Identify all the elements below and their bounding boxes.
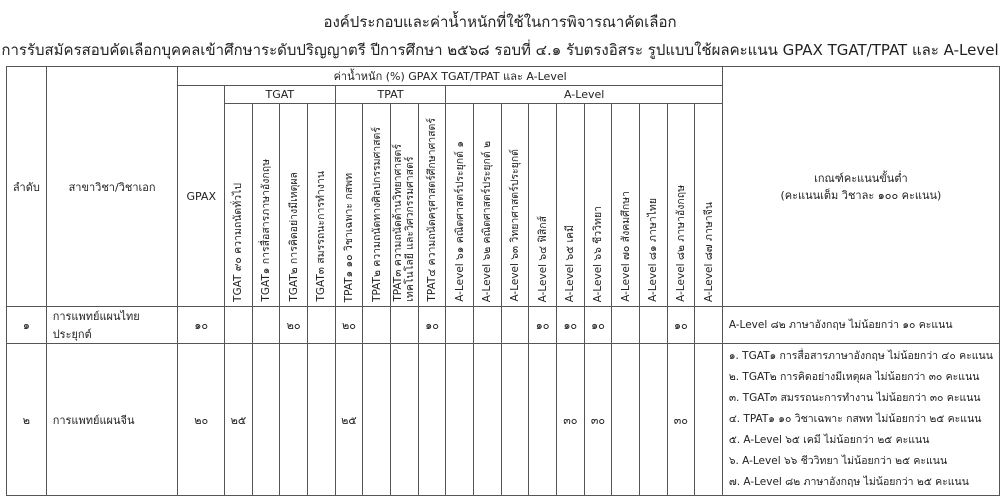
criteria-item: ๖. A-Level ๖๖ ชีววิทยา ไม่น้อยกว่า ๒๕ คะแนน <box>728 455 948 467</box>
weight-cell <box>474 307 502 344</box>
subject-header-label: A-Level ๖๕ เคมี <box>564 224 577 302</box>
subject-header <box>667 104 695 307</box>
subject-header <box>335 104 363 307</box>
row-criteria <box>722 307 999 344</box>
subject-header-label: A-Level ๖๓ วิทยาศาสตร์ประยุกต์ <box>509 149 521 302</box>
subject-header-label: TPAT๔ ความถนัดครุศาสตร์ศึกษาศาสตร์ <box>426 118 439 302</box>
weight-cell <box>501 344 529 496</box>
weight-cell <box>639 307 667 344</box>
subject-header <box>418 104 446 307</box>
weight-cell <box>363 344 391 496</box>
criteria-item: ๗. A-Level ๘๒ ภาษาอังกฤษ ไม่น้อยกว่า ๒๕ คะแนน <box>728 476 969 488</box>
subject-header <box>390 104 418 307</box>
weight-cell <box>695 307 723 344</box>
subject-header-label: A-Level ๖๒ คณิตศาสตร์ประยุกต์ ๒ <box>481 140 494 302</box>
weight-cell <box>307 344 335 496</box>
row-order: ๑ <box>7 307 47 344</box>
table-row <box>7 344 1000 496</box>
subject-header-label: A-Level ๘๑ ภาษาไทย <box>647 198 660 302</box>
header-criteria: เกณฑ์คะแนนขั้นต่ำ (คะแนนเต็ม วิชาละ ๑๐๐ คะแนน) <box>722 67 999 307</box>
weight-table <box>6 66 1000 496</box>
weight-cell: ๑๐ <box>178 307 225 344</box>
subject-header-label: A-Level ๖๖ ชีววิทยา <box>591 205 604 302</box>
criteria-item: ๕. A-Level ๖๕ เคมี ไม่น้อยกว่า ๒๕ คะแนน <box>728 434 930 446</box>
subject-header <box>252 104 280 307</box>
weight-cell: ๑๐ <box>584 307 612 344</box>
subject-header-label: TPAT๓ ความถนัดด้านวิทยาศาสตร์ เทคโนโลยี และวิศวกรรมศาสตร์ <box>392 144 417 302</box>
weight-cell <box>529 344 557 496</box>
weight-cell: ๑๐ <box>529 307 557 344</box>
weight-cell <box>390 344 418 496</box>
weight-cell: ๓๐ <box>584 344 612 496</box>
subject-header-label: TPAT๑ ๑๐ วิชาเฉพาะ กสพท <box>342 172 355 302</box>
subject-header <box>280 104 308 307</box>
subject-header-label: TGAT๒ การคิดอย่างมีเหตุผล <box>287 172 300 302</box>
table-row <box>7 307 1000 344</box>
subject-header <box>584 104 612 307</box>
subject-header-label: TGAT๓ สมรรถนะการทำงาน <box>315 171 328 302</box>
criteria-item: ๒. TGAT๒ การคิดอย่างมีเหตุผล ไม่น้อยกว่า ๓๐ คะแนน <box>728 371 980 383</box>
weight-cell <box>280 344 308 496</box>
subject-header <box>446 104 474 307</box>
document-subtitle: การรับสมัครสอบคัดเลือกบุคคลเข้าศึกษาระดับปริญญาตรี ปีการศึกษา ๒๕๖๘ รอบที่ ๔.๑ รับตรงอิสระ รูปแบบใช้ผลคะแนน GPAX TGAT/TPAT และ A-Level <box>1 41 999 59</box>
row-criteria <box>722 344 999 496</box>
weight-cell <box>501 307 529 344</box>
weight-cell: ๑๐ <box>667 307 695 344</box>
weight-cell: ๒๐ <box>178 344 225 496</box>
criteria-item: ๑. TGAT๑ การสื่อสารภาษาอังกฤษ ไม่น้อยกว่า ๔๐ คะแนน <box>728 350 993 362</box>
subject-header <box>612 104 640 307</box>
criteria-item: ๓. TGAT๓ สมรรถนะการทำงาน ไม่น้อยกว่า ๓๐ คะแนน <box>728 392 981 404</box>
weight-cell <box>252 344 280 496</box>
weight-cell <box>446 344 474 496</box>
weight-cell: ๑๐ <box>556 307 584 344</box>
subject-header-label: A-Level ๗๐ สังคมศึกษา <box>619 191 632 302</box>
criteria-item: ๔. TPAT๑ ๑๐ วิชาเฉพาะ กสพท ไม่น้อยกว่า ๒๕ คะแนน <box>728 413 982 425</box>
subject-header-label: TPAT๒ ความถนัดทางศิลปกรรมศาสตร์ <box>370 127 383 302</box>
subject-header-label: A-Level ๖๔ ฟิสิกส์ <box>536 215 549 302</box>
row-major: การแพทย์แผนจีน <box>46 344 178 496</box>
weight-cell <box>446 307 474 344</box>
header-tgat: TGAT <box>225 86 336 104</box>
subject-header <box>501 104 529 307</box>
weight-cell <box>612 344 640 496</box>
weight-cell <box>474 344 502 496</box>
weight-cell <box>363 307 391 344</box>
weight-cell: ๓๐ <box>667 344 695 496</box>
weight-cell <box>612 307 640 344</box>
subject-header <box>529 104 557 307</box>
header-tpat: TPAT <box>335 86 446 104</box>
weight-cell <box>639 344 667 496</box>
weight-cell: ๒๕ <box>335 344 363 496</box>
weight-cell <box>695 344 723 496</box>
subject-header <box>307 104 335 307</box>
subject-header-label: TGAT ๙๐ ความถนัดทั่วไป <box>232 183 245 302</box>
subject-header-label: A-Level ๘๒ ภาษาอังกฤษ <box>674 185 687 302</box>
weight-cell <box>307 307 335 344</box>
weight-cell <box>225 307 253 344</box>
subject-header <box>474 104 502 307</box>
subject-header <box>556 104 584 307</box>
weight-cell <box>252 307 280 344</box>
header-weight-group: ค่าน้ำหนัก (%) GPAX TGAT/TPAT และ A-Level <box>178 67 722 86</box>
subject-header <box>639 104 667 307</box>
weight-cell: ๒๕ <box>225 344 253 496</box>
criteria-item: A-Level ๘๒ ภาษาอังกฤษ ไม่น้อยกว่า ๑๐ คะแนน <box>728 318 953 331</box>
weight-cell <box>418 344 446 496</box>
header-alevel: A-Level <box>446 86 722 104</box>
subject-header <box>363 104 391 307</box>
subject-header-label: A-Level ๖๑ คณิตศาสตร์ประยุกต์ ๑ <box>453 141 466 302</box>
row-major: การแพทย์แผนไทยประยุกต์ <box>46 307 178 344</box>
weight-cell: ๓๐ <box>556 344 584 496</box>
subject-header <box>225 104 253 307</box>
weight-cell: ๒๐ <box>335 307 363 344</box>
weight-cell: ๑๐ <box>418 307 446 344</box>
row-order: ๒ <box>7 344 47 496</box>
subject-header <box>695 104 723 307</box>
header-order: ลำดับ <box>7 67 47 307</box>
weight-cell: ๒๐ <box>280 307 308 344</box>
weight-cell <box>390 307 418 344</box>
subject-header-label: A-Level ๘๗ ภาษาจีน <box>702 201 715 302</box>
header-gpax: GPAX <box>178 86 225 307</box>
header-major: สาขาวิชา/วิชาเอก <box>46 67 178 307</box>
subject-header-label: TGAT๑ การสื่อสารภาษาอังกฤษ <box>260 159 273 302</box>
document-title: องค์ประกอบและค่าน้ำหนักที่ใช้ในการพิจารณาคัดเลือก <box>323 13 677 31</box>
